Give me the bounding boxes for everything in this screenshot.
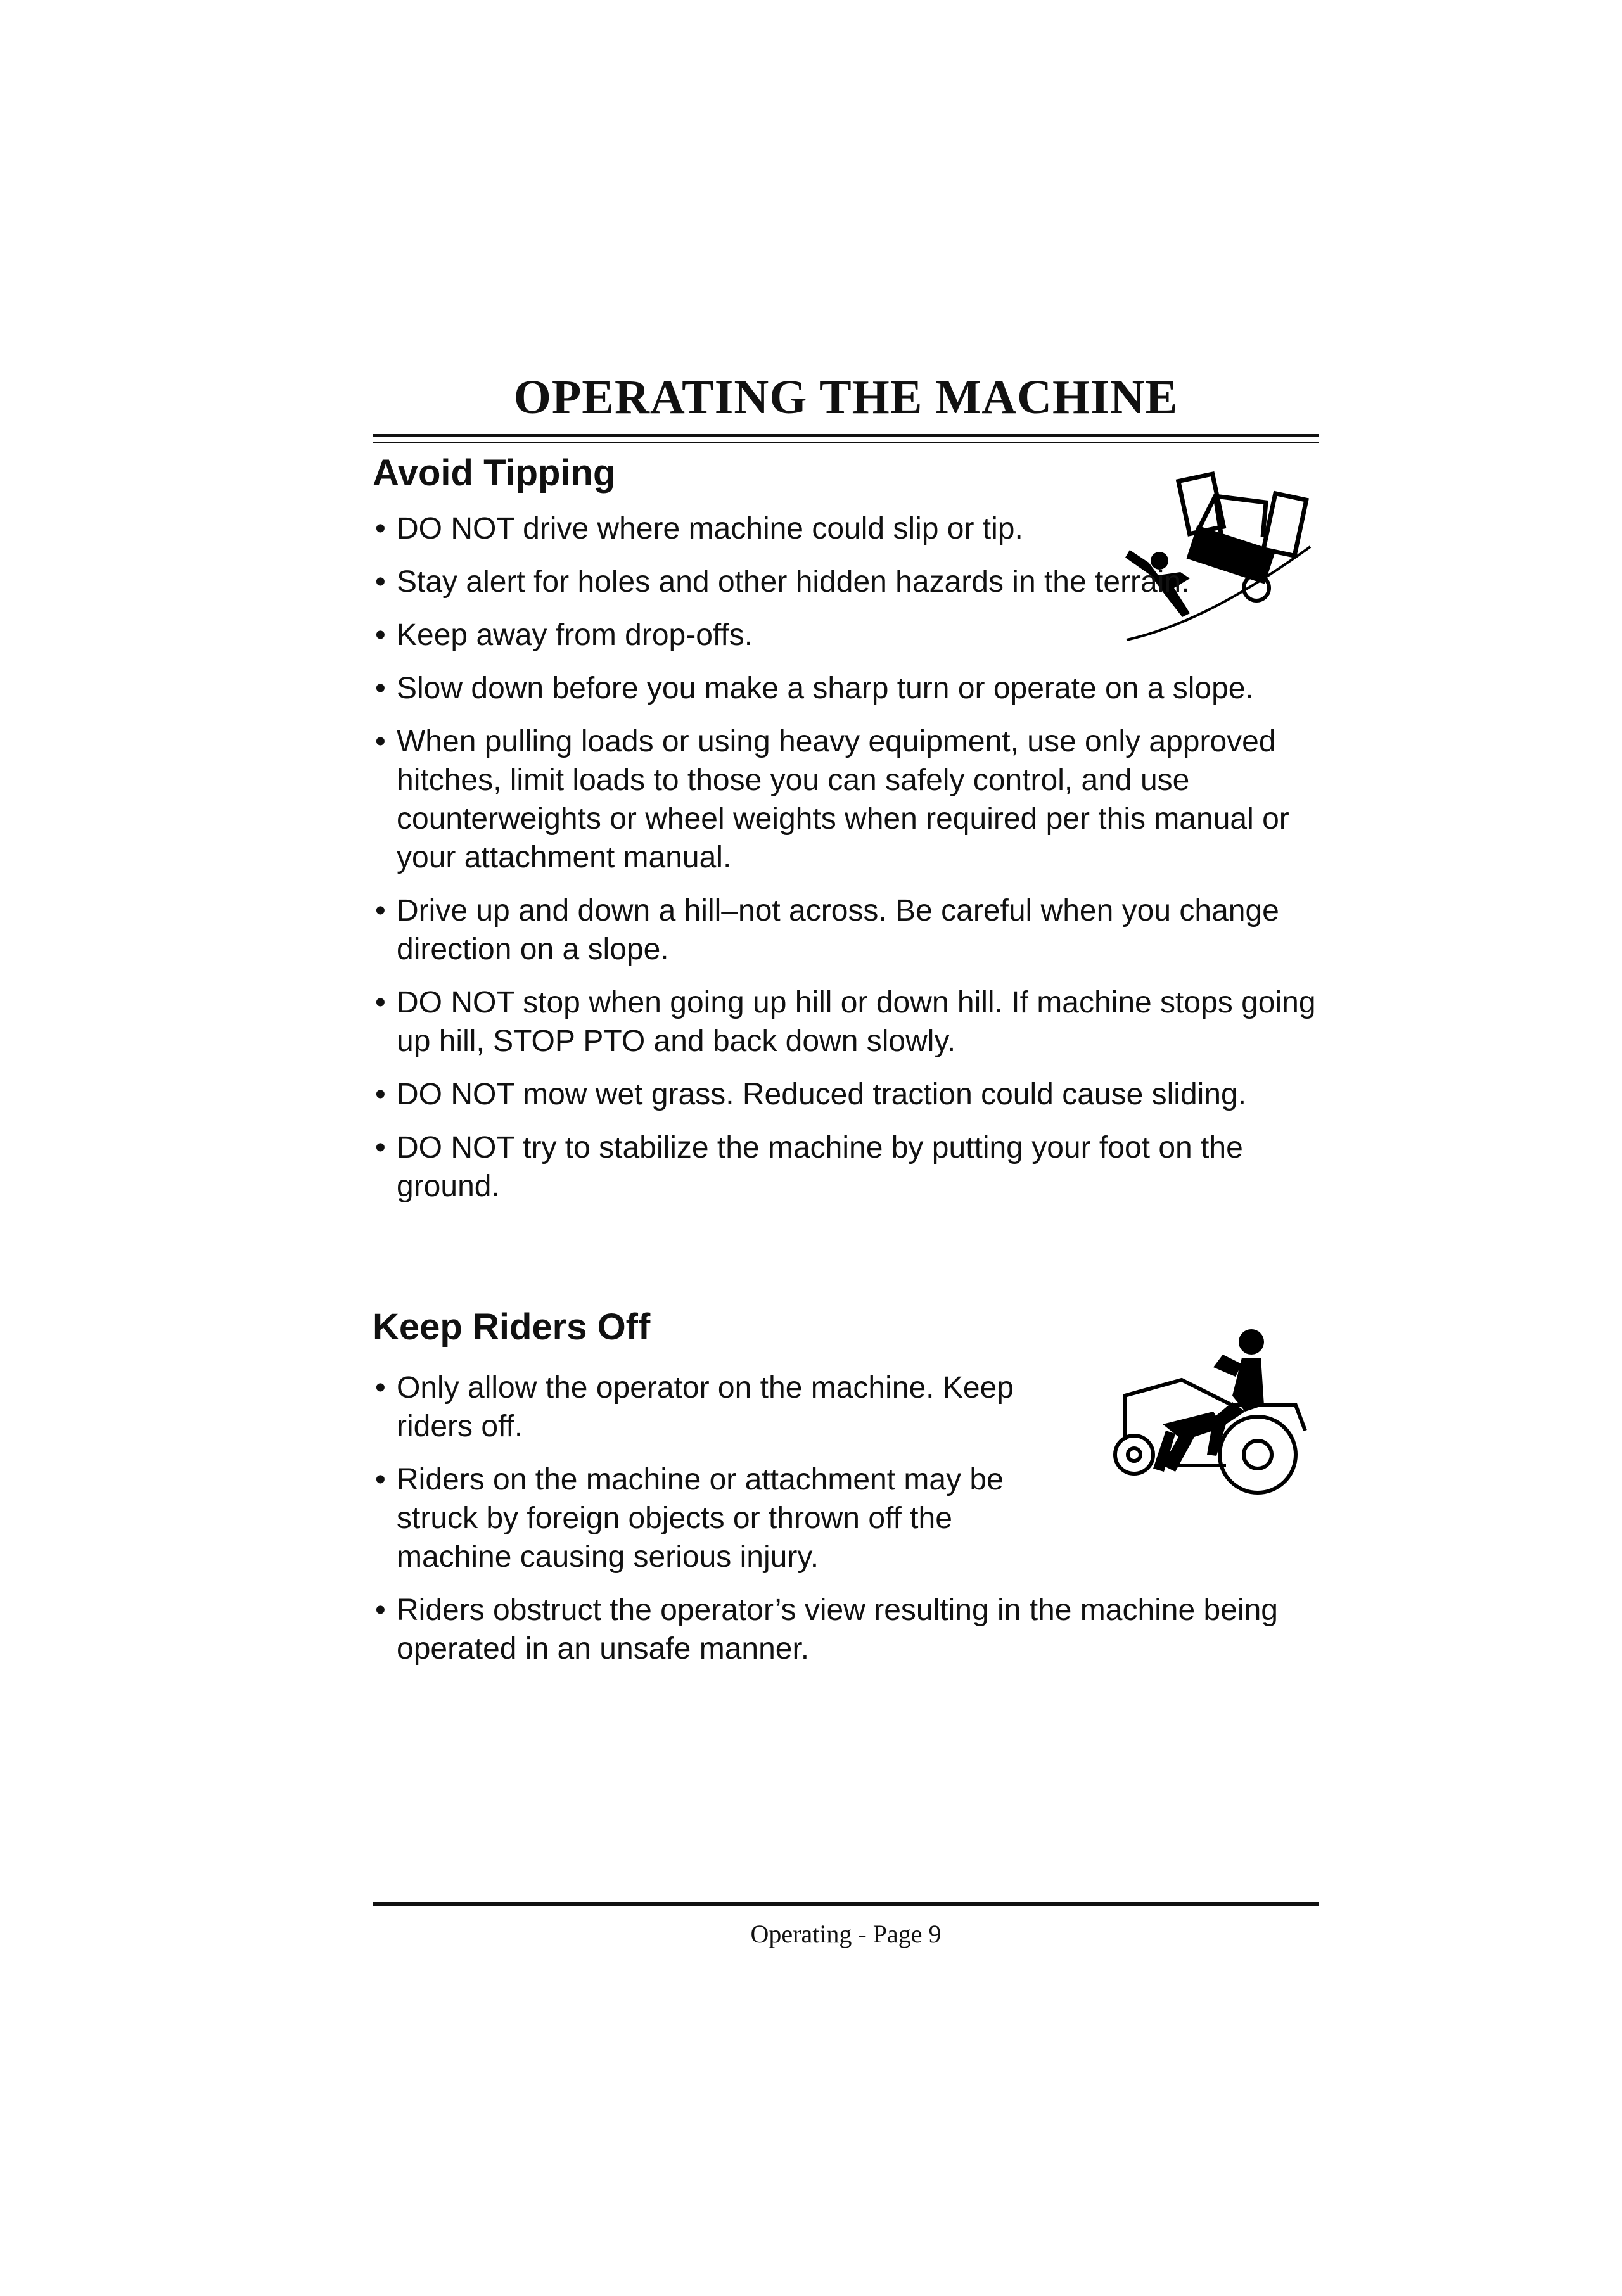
page-title: OPERATING THE MACHINE <box>513 371 1178 424</box>
title-rule-thin <box>373 442 1319 443</box>
list-item: • DO NOT try to stabilize the machine by putting your foot on the ground. <box>373 1128 1336 1206</box>
list-item: • When pulling loads or using heavy equipment, use only approved hitches, limit loads to those you can safely control, and use counterweights or wheel weights when required per this manual or your attachment manual. <box>373 722 1336 877</box>
section-heading-avoid-tipping: Avoid Tipping <box>373 452 616 494</box>
list-item: • DO NOT mow wet grass. Reduced traction could cause sliding. <box>373 1075 1336 1114</box>
section-heading-keep-riders-off: Keep Riders Off <box>373 1306 651 1348</box>
avoid-tipping-list <box>373 509 1336 1220</box>
list-item: • DO NOT drive where machine could slip or tip. <box>373 509 1336 548</box>
list-item: • Riders obstruct the operator’s view resulting in the machine being operated in an unsafe manner. <box>373 1591 1336 1668</box>
list-item: • DO NOT stop when going up hill or down hill. If machine stops going up hill, STOP PTO and back down slowly. <box>373 983 1336 1061</box>
title-rule-thick <box>373 434 1319 437</box>
list-item: • Only allow the operator on the machine. Keep riders off. <box>373 1368 1068 1446</box>
list-item: • Riders on the machine or attachment may be struck by foreign objects or thrown off the machine causing serious injury. <box>373 1460 1068 1576</box>
list-item: • Slow down before you make a sharp turn or operate on a slope. <box>373 669 1336 708</box>
list-item: • Stay alert for holes and other hidden hazards in the terrain. <box>373 563 1195 601</box>
footer-rule <box>373 1902 1319 1906</box>
list-item: • Keep away from drop-offs. <box>373 616 1336 654</box>
list-item: • Drive up and down a hill–not across. Be careful when you change direction on a slope. <box>373 891 1336 969</box>
keep-riders-off-list <box>373 1368 1336 1683</box>
page-footer: Operating - Page 9 <box>750 1920 942 1948</box>
